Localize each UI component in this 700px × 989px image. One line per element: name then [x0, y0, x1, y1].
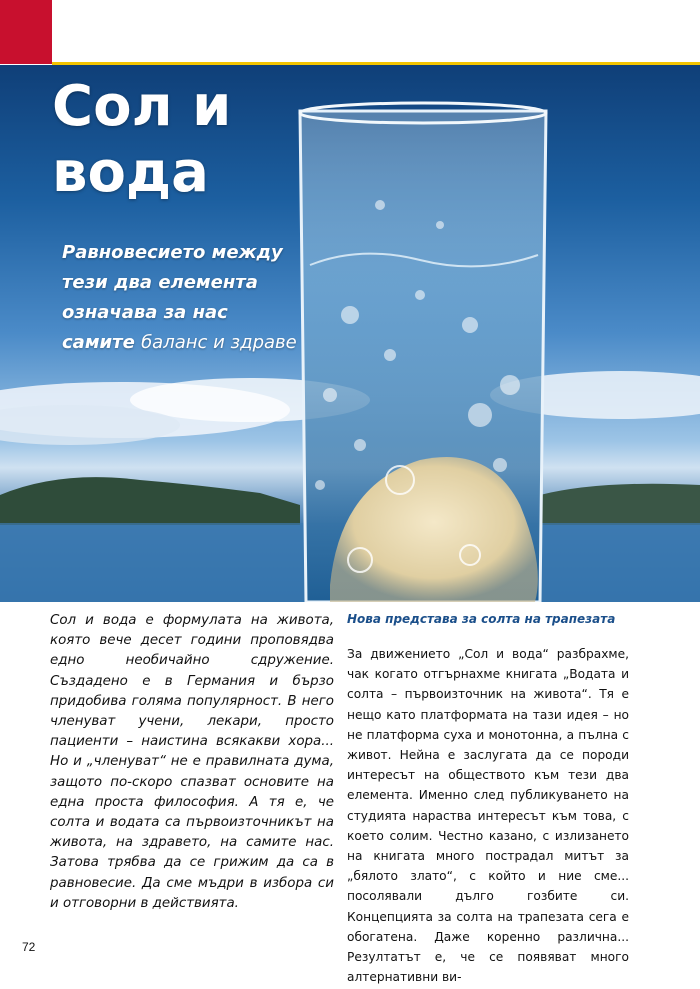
red-corner-block: [0, 0, 52, 64]
page-subtitle: [62, 238, 302, 358]
page-number: 72: [22, 940, 36, 954]
page-title: Сол и вода: [52, 74, 232, 205]
section-heading: Нова представа за солта на трапезата: [347, 612, 616, 626]
body-paragraph: За движението „Сол и вода“ разбрахме, чак когато отгърнахме книгата „Водата и солта – първоизточник на живота“. Тя е нещо като платформата на тази идея – но не платформа суха и монотонна, а пълна с живот. Нейна е заслугата да се породи интересът на обществото към тези два елемента. Именно след публикуването на студията нараства интересът към това, с което солим. Честно казано, с излизането на книгата много пострадал митът за „бялото злато“, с който и ние сме... посолявали дълго гозбите си. Концепцията за солта на трапезата сега е обогатена. Даже коренно различна... Резултатът е, че се появяват много алтернативни ви-: [347, 647, 629, 985]
subtitle-light: баланс и здраве: [141, 332, 297, 353]
intro-paragraph: Сол и вода е формулата на живота, която вече десет години проповядва едно необичайно сдружение. Създадено е в Германия и бързо придобива голяма популярност. В него членуват учени, лекари, просто пациенти – наистина всякакви хора... Но и „членуват“ не е правилната дума, защото по-скоро спазват основите на една проста философия. А тя е, че солта и водата са първоизточникът на живота, на здравето, на самите нас. Затова трябва да се грижим да са в равновесие. Да сме мъдри в избора си и отговорни в действията.: [50, 613, 334, 911]
subtitle-bold: Равновесието между тези два елемента означава за нас самите: [62, 242, 283, 353]
